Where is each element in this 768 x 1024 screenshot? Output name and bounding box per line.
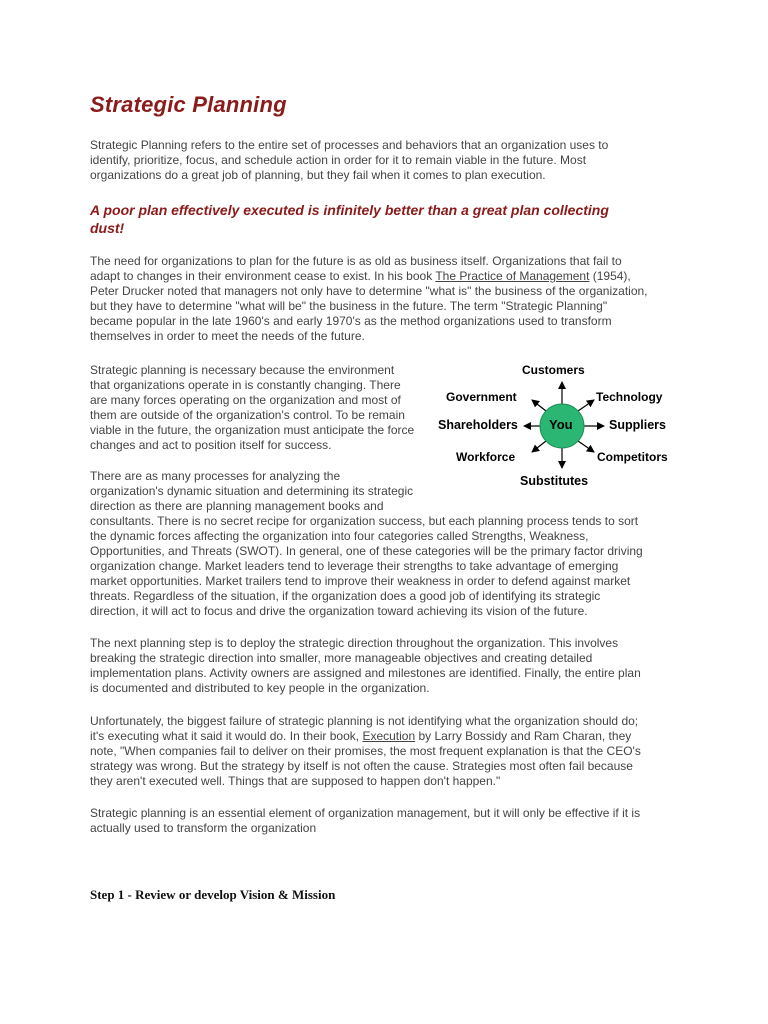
book-link-execution[interactable]: Execution: [362, 729, 416, 743]
text-line: changes and act to position itself for success.: [90, 438, 332, 452]
text-line: identify, prioritize, focus, and schedule action in order for it to remain viable in the future. Most: [90, 153, 587, 167]
text-line: There are as many processes for analyzing the: [90, 469, 341, 483]
quote-line: A poor plan effectively executed is infinitely better than a great plan collecting: [90, 202, 609, 218]
text-line: Unfortunately, the biggest failure of strategic planning is not identifying what the organization should do;: [90, 714, 639, 728]
text-line: strategy was wrong. But the strategy by itself is not often the cause. Strategies most often fail because: [90, 759, 633, 773]
arrow-government: [532, 400, 546, 411]
label-workforce: Workforce: [456, 450, 516, 464]
text-line: the dynamic forces affecting the organization into four categories called Strengths, Weakness,: [90, 529, 589, 543]
label-substitutes: Substitutes: [520, 474, 589, 488]
text-line: [90, 269, 648, 284]
text-line: them are outside of the organization's control. To be remain: [90, 408, 405, 422]
text-line: is documented and distributed to key people in the organization.: [90, 681, 430, 695]
center-label-you: You: [549, 417, 573, 432]
book-link-practice-of-management[interactable]: The Practice of Management: [435, 269, 590, 283]
text-line: The next planning step is to deploy the strategic direction throughout the organization. This involves: [90, 636, 619, 650]
label-customers: Customers: [522, 363, 585, 377]
deployment-paragraph: [90, 636, 641, 696]
text-line: note, "When companies fail to deliver on their promises, the most frequent explanation is that the CEO's: [90, 744, 641, 758]
text-line: viable in the future, the organization must anticipate the force: [90, 423, 415, 437]
text-line: breaking the strategic direction into smaller, more manageable objectives and creating detailed: [90, 651, 593, 665]
text-line: The need for organizations to plan for the future is as old as business itself. Organizations that fail to: [90, 254, 622, 268]
text-line: [90, 729, 641, 744]
text-line: but they have to determine "what will be" the business in the future. The term "Strategic Planning": [90, 299, 608, 313]
text-line: themselves in order to meet the needs of the future.: [90, 329, 365, 343]
text-segment: adapt to changes in their environment cease to exist. In his book: [90, 269, 436, 283]
text-line: direction as there are planning management books and: [90, 499, 384, 513]
arrow-competitors: [578, 441, 594, 452]
text-line: Strategic planning is an essential element of organization management, but it will only be effective if it is: [90, 806, 641, 820]
arrow-workforce: [532, 441, 546, 452]
text-line: they aren't executed well. Things that are supposed to happen don't happen.": [90, 774, 501, 788]
text-line: direction, it will act to focus and drive the organization toward achieving its vision of the future.: [90, 604, 588, 618]
text-line: consultants. There is no secret recipe for organization success, but each planning process tends to sort: [90, 514, 639, 528]
quote-line: dust!: [90, 220, 125, 236]
environment-paragraph: [90, 363, 414, 453]
label-shareholders: Shareholders: [438, 418, 518, 432]
text-line: Opportunities, and Threats (SWOT). In general, one of these categories will be the primary factor driving: [90, 544, 643, 558]
text-segment: (1954),: [589, 269, 631, 283]
text-line: implementation plans. Activity owners are assigned and milestones are identified. Finally, the entire plan: [90, 666, 641, 680]
text-line: market opportunities. Market trailers tend to improve their weakness in order to defend against market: [90, 574, 631, 588]
text-line: Peter Drucker noted that managers not only have to determine "what is" the business of the organization,: [90, 284, 648, 298]
execution-paragraph: [90, 714, 641, 789]
step-1-heading: Step 1 - Review or develop Vision & Mission: [90, 887, 336, 902]
text-segment: it's executing what it said it would do. In their book,: [90, 729, 363, 743]
label-competitors: Competitors: [597, 450, 668, 464]
label-suppliers: Suppliers: [609, 418, 666, 432]
highlight-quote: [90, 201, 609, 237]
text-line: that organizations operate in is constantly changing. There: [90, 378, 401, 392]
text-line: organization's dynamic situation and determining its strategic: [90, 484, 414, 498]
text-line: organizations do a great job of planning, but they fail when it comes to plan execution.: [90, 168, 546, 182]
text-line: Strategic Planning refers to the entire set of processes and behaviors that an organization uses to: [90, 138, 609, 152]
history-paragraph: [90, 254, 648, 344]
conclusion-paragraph: [90, 806, 640, 836]
text-line: organization change. Market leaders tend to leverage their strengths to take advantage of emerging: [90, 559, 619, 573]
text-line: Strategic planning is necessary because the environment: [90, 363, 395, 377]
text-segment: by Larry Bossidy and Ram Charan, they: [415, 729, 632, 743]
arrow-technology: [578, 400, 594, 411]
text-line: threats. Regardless of the situation, if the organization does a good job of identifying its strategic: [90, 589, 601, 603]
label-government: Government: [446, 390, 517, 404]
page-title: Strategic Planning: [90, 92, 287, 117]
label-technology: Technology: [596, 390, 663, 404]
text-line: actually used to transform the organization: [90, 821, 317, 835]
intro-paragraph: [90, 138, 608, 183]
text-line: are many forces operating on the organization and most of: [90, 393, 401, 407]
text-line: became popular in the late 1960's and early 1970's as the method organizations used to transform: [90, 314, 612, 328]
forces-diagram: [436, 360, 686, 495]
